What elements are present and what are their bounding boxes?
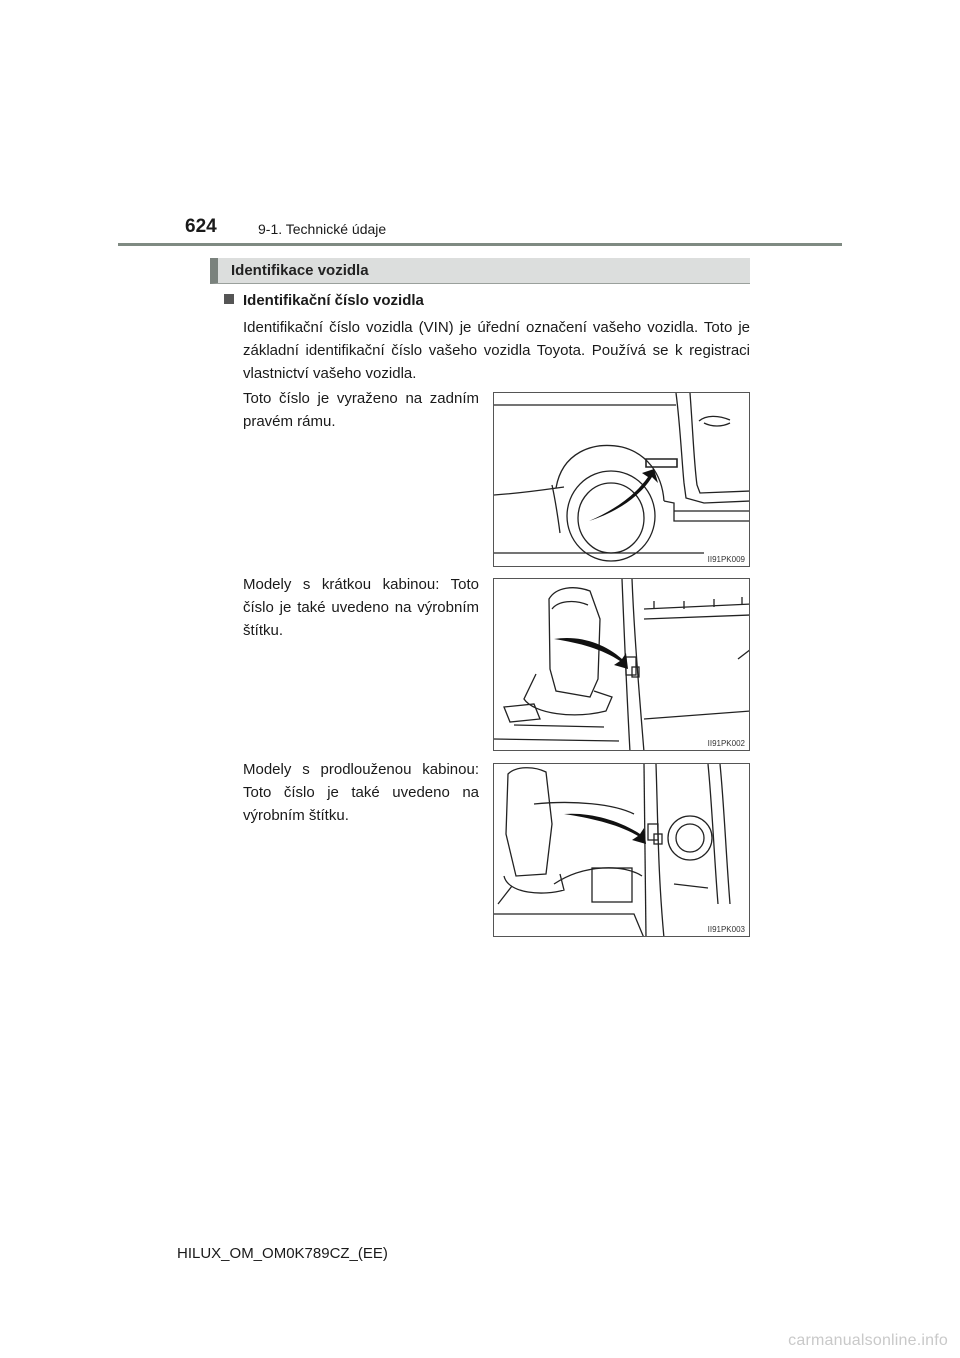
- figure-code: II91PK003: [707, 925, 745, 934]
- rear-frame-vin-illustration: [494, 393, 750, 567]
- section-heading-title: Identifikace vozidla: [231, 262, 369, 279]
- document-code: HILUX_OM_OM0K789CZ_(EE): [177, 1245, 388, 1262]
- door-pillar-label-illustration: [494, 579, 750, 751]
- figure-rear-frame: [493, 392, 750, 567]
- location-text-extended-cab: Modely s prodlouženou kabinou: Toto číslo je také uvedeno na výrobním štítku.: [243, 761, 479, 824]
- figure-code: II91PK009: [707, 555, 745, 564]
- square-bullet-icon: [224, 294, 234, 304]
- figure-extended-cab: [493, 763, 750, 937]
- section-heading: [210, 258, 750, 284]
- location-text-rear-frame: Toto číslo je vyraženo na zadním pravém rámu.: [243, 390, 479, 430]
- extended-cab-label-illustration: [494, 764, 750, 937]
- figure-code: II91PK002: [707, 739, 745, 748]
- page-number: 624: [185, 216, 217, 237]
- header-rule: [118, 243, 842, 246]
- watermark: carmanualsonline.info: [788, 1332, 948, 1349]
- intro-paragraph: Identifikační číslo vozidla (VIN) je úřední označení vašeho vozidla. Toto je základní identifikační číslo vašeho vozidla Toyota. Používá se k registraci vlastnictví vašeho vozidla.: [243, 319, 750, 382]
- subheading-text: Identifikační číslo vozidla: [243, 292, 424, 309]
- location-text-short-cab: Modely s krátkou kabinou: Toto číslo je také uvedeno na výrobním štítku.: [243, 576, 479, 639]
- figure-short-cab: [493, 578, 750, 751]
- subheading: [224, 292, 424, 309]
- section-reference: 9-1. Technické údaje: [258, 221, 387, 237]
